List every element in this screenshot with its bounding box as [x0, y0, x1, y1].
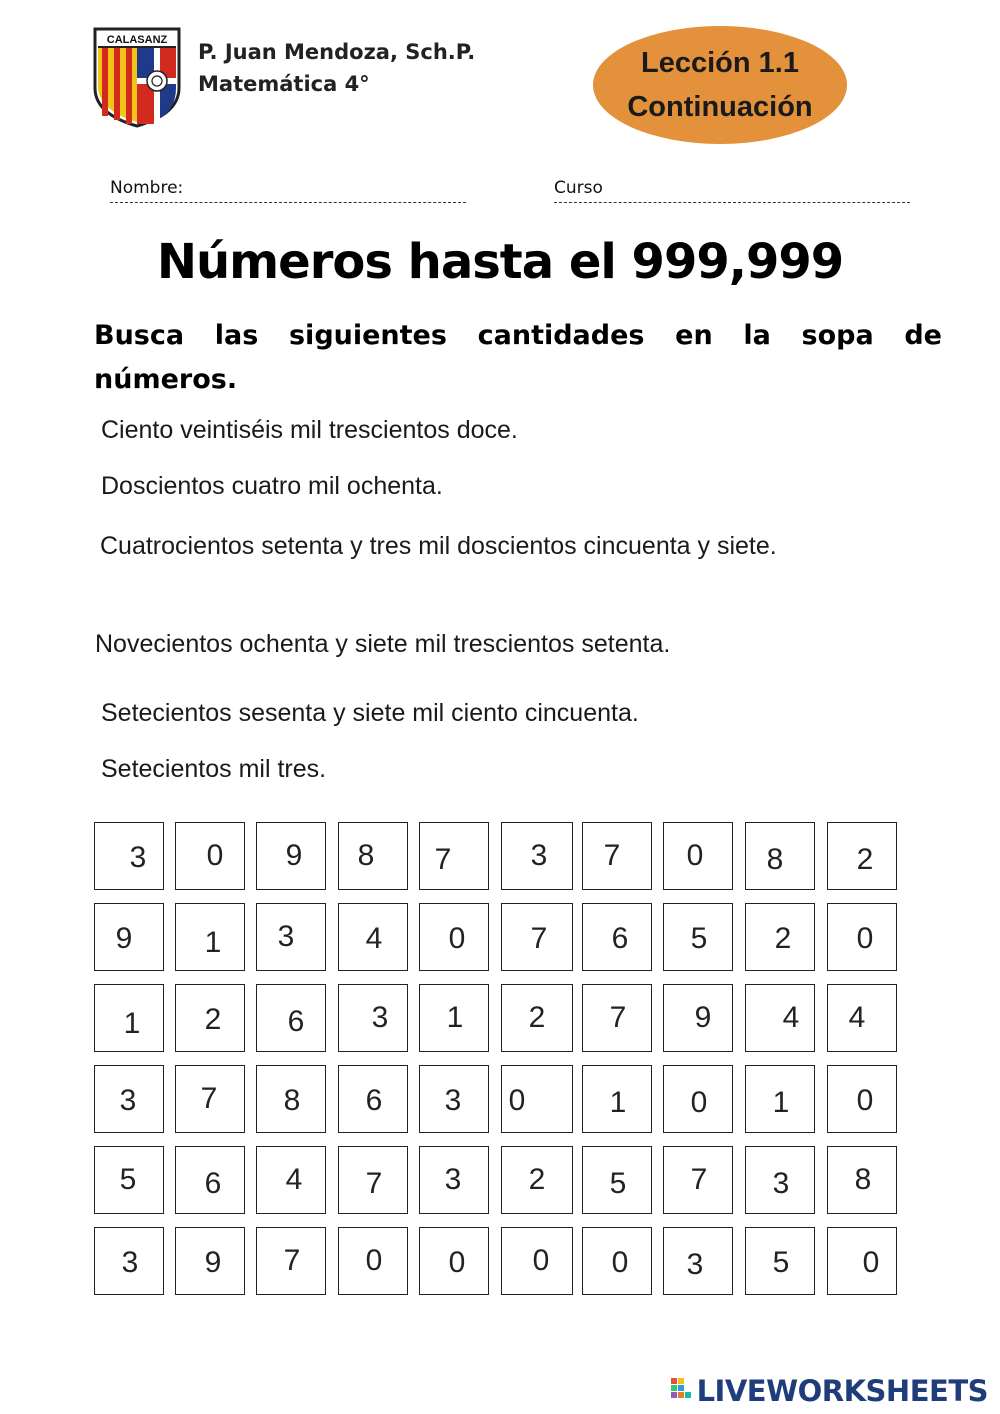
grid-cell[interactable] [256, 822, 326, 890]
grid-cell[interactable] [501, 903, 573, 971]
clue-item: Setecientos sesenta y siete mil ciento cincuenta. [101, 699, 639, 727]
watermark-text: LIVEWORKSHEETS [696, 1374, 988, 1408]
grid-cell[interactable] [338, 822, 408, 890]
grid-cell[interactable] [419, 1065, 489, 1133]
course-label: Curso [554, 178, 603, 198]
clue-item: Novecientos ochenta y siete mil trescientos setenta. [95, 630, 671, 658]
grid-digit: 7 [283, 1244, 301, 1277]
grid-cell[interactable] [338, 1146, 408, 1214]
grid-cell[interactable] [256, 903, 326, 971]
grid-digit: 0 [690, 1086, 708, 1119]
grid-digit: 7 [609, 1001, 627, 1034]
grid-cell[interactable] [745, 903, 815, 971]
grid-cell[interactable] [419, 984, 489, 1052]
grid-cell[interactable] [827, 1227, 897, 1295]
grid-digit: 3 [129, 841, 147, 874]
grid-digit: 6 [611, 922, 629, 955]
grid-digit: 5 [772, 1246, 790, 1279]
grid-digit: 3 [371, 1001, 389, 1034]
grid-digit: 5 [609, 1167, 627, 1200]
grid-digit: 3 [277, 920, 295, 953]
grid-digit: 5 [119, 1163, 137, 1196]
grid-digit: 0 [856, 1084, 874, 1117]
grid-digit: 0 [365, 1244, 383, 1277]
liveworksheets-watermark [671, 1374, 988, 1408]
grid-cell[interactable] [827, 822, 897, 890]
grid-digit: 0 [206, 839, 224, 872]
grid-digit: 1 [609, 1086, 627, 1119]
clue-item: Ciento veintiséis mil trescientos doce. [101, 416, 518, 444]
subject-label: Matemática 4° [198, 72, 370, 96]
grid-digit: 3 [444, 1084, 462, 1117]
grid-digit: 8 [854, 1163, 872, 1196]
grid-cell[interactable] [175, 1065, 245, 1133]
grid-cell[interactable] [745, 1227, 815, 1295]
grid-cell[interactable] [501, 822, 573, 890]
grid-cell[interactable] [175, 1146, 245, 1214]
grid-digit: 0 [532, 1244, 550, 1277]
grid-cell[interactable] [256, 1065, 326, 1133]
grid-cell[interactable] [419, 1146, 489, 1214]
grid-cell[interactable] [338, 984, 408, 1052]
grid-cell[interactable] [745, 984, 815, 1052]
clue-item: Doscientos cuatro mil ochenta. [101, 472, 443, 500]
grid-digit: 3 [121, 1246, 139, 1279]
grid-cell[interactable] [827, 1065, 897, 1133]
grid-digit: 3 [119, 1084, 137, 1117]
grid-cell[interactable] [663, 903, 733, 971]
grid-cell[interactable] [663, 1065, 733, 1133]
teacher-name: P. Juan Mendoza, Sch.P. [198, 40, 476, 64]
clue-item: Setecientos mil tres. [101, 755, 327, 783]
name-label: Nombre: [110, 178, 184, 198]
grid-cell[interactable] [501, 1146, 573, 1214]
grid-digit: 9 [204, 1246, 222, 1279]
grid-digit: 3 [772, 1167, 790, 1200]
grid-digit: 7 [603, 839, 621, 872]
grid-cell[interactable] [338, 1227, 408, 1295]
grid-digit: 0 [448, 922, 466, 955]
grid-cell[interactable] [94, 822, 164, 890]
grid-digit: 7 [530, 922, 548, 955]
grid-cell[interactable] [582, 822, 652, 890]
grid-cell[interactable] [256, 1227, 326, 1295]
lesson-number: Lección 1.1 [641, 47, 799, 79]
grid-digit: 5 [690, 922, 708, 955]
grid-cell[interactable] [663, 1146, 733, 1214]
grid-cell[interactable] [663, 822, 733, 890]
grid-cell[interactable] [419, 1227, 489, 1295]
grid-digit: 0 [862, 1246, 880, 1279]
grid-cell[interactable] [256, 1146, 326, 1214]
grid-cell[interactable] [663, 1227, 733, 1295]
grid-digit: 6 [204, 1167, 222, 1200]
grid-cell[interactable] [175, 903, 245, 971]
grid-digit: 4 [285, 1163, 303, 1196]
grid-digit: 3 [530, 839, 548, 872]
grid-cell[interactable] [582, 903, 652, 971]
grid-digit: 1 [446, 1001, 464, 1034]
grid-digit: 0 [856, 922, 874, 955]
grid-cell[interactable] [501, 1065, 573, 1133]
grid-cell[interactable] [338, 903, 408, 971]
instructions: Busca las siguientes cantidades en la sopa de números. [94, 320, 942, 395]
grid-cell[interactable] [745, 822, 815, 890]
grid-digit: 4 [782, 1001, 800, 1034]
worksheet-title: Números hasta el 999,999 [156, 234, 844, 290]
grid-digit: 2 [528, 1163, 546, 1196]
liveworksheets-logo-icon [671, 1378, 693, 1404]
grid-cell[interactable] [827, 903, 897, 971]
grid-cell[interactable] [94, 1227, 164, 1295]
grid-digit: 4 [365, 922, 383, 955]
grid-digit: 7 [690, 1163, 708, 1196]
grid-digit: 7 [365, 1167, 383, 1200]
grid-digit: 4 [848, 1001, 866, 1034]
grid-digit: 8 [357, 839, 375, 872]
grid-cell[interactable] [501, 1227, 573, 1295]
grid-digit: 3 [444, 1163, 462, 1196]
grid-cell[interactable] [175, 984, 245, 1052]
grid-digit: 0 [611, 1246, 629, 1279]
grid-digit: 9 [115, 922, 133, 955]
grid-digit: 8 [283, 1084, 301, 1117]
grid-cell[interactable] [175, 822, 245, 890]
grid-cell[interactable] [256, 984, 326, 1052]
grid-digit: 7 [434, 843, 452, 876]
grid-digit: 0 [448, 1246, 466, 1279]
grid-digit: 1 [772, 1086, 790, 1119]
grid-digit: 2 [774, 922, 792, 955]
grid-digit: 2 [856, 843, 874, 876]
grid-cell[interactable] [419, 903, 489, 971]
grid-cell[interactable] [745, 1146, 815, 1214]
clue-item: Cuatrocientos setenta y tres mil doscientos cincuenta y siete. [100, 532, 777, 560]
grid-cell[interactable] [582, 1065, 652, 1133]
grid-cell[interactable] [94, 1065, 164, 1133]
grid-cell[interactable] [663, 984, 733, 1052]
grid-digit: 9 [285, 839, 303, 872]
grid-cell[interactable] [419, 822, 489, 890]
crest-text: CALASANZ [106, 34, 168, 46]
grid-digit: 6 [365, 1084, 383, 1117]
grid-cell[interactable] [94, 903, 164, 971]
grid-cell[interactable] [501, 984, 573, 1052]
grid-cell[interactable] [827, 984, 897, 1052]
grid-digit: 8 [766, 843, 784, 876]
grid-cell[interactable] [745, 1065, 815, 1133]
grid-digit: 1 [123, 1007, 141, 1040]
grid-cell[interactable] [582, 1227, 652, 1295]
grid-cell[interactable] [175, 1227, 245, 1295]
grid-cell[interactable] [582, 984, 652, 1052]
lesson-subtitle: Continuación [627, 91, 813, 123]
grid-digit: 7 [200, 1082, 218, 1115]
grid-cell[interactable] [582, 1146, 652, 1214]
grid-cell[interactable] [94, 984, 164, 1052]
grid-digit: 0 [686, 839, 704, 872]
grid-cell[interactable] [827, 1146, 897, 1214]
grid-cell[interactable] [338, 1065, 408, 1133]
grid-digit: 2 [528, 1001, 546, 1034]
grid-digit: 0 [508, 1084, 526, 1117]
grid-digit: 1 [204, 926, 222, 959]
grid-digit: 6 [287, 1005, 305, 1038]
grid-digit: 3 [686, 1248, 704, 1281]
grid-cell[interactable] [94, 1146, 164, 1214]
grid-digit: 2 [204, 1003, 222, 1036]
grid-digit: 9 [694, 1001, 712, 1034]
